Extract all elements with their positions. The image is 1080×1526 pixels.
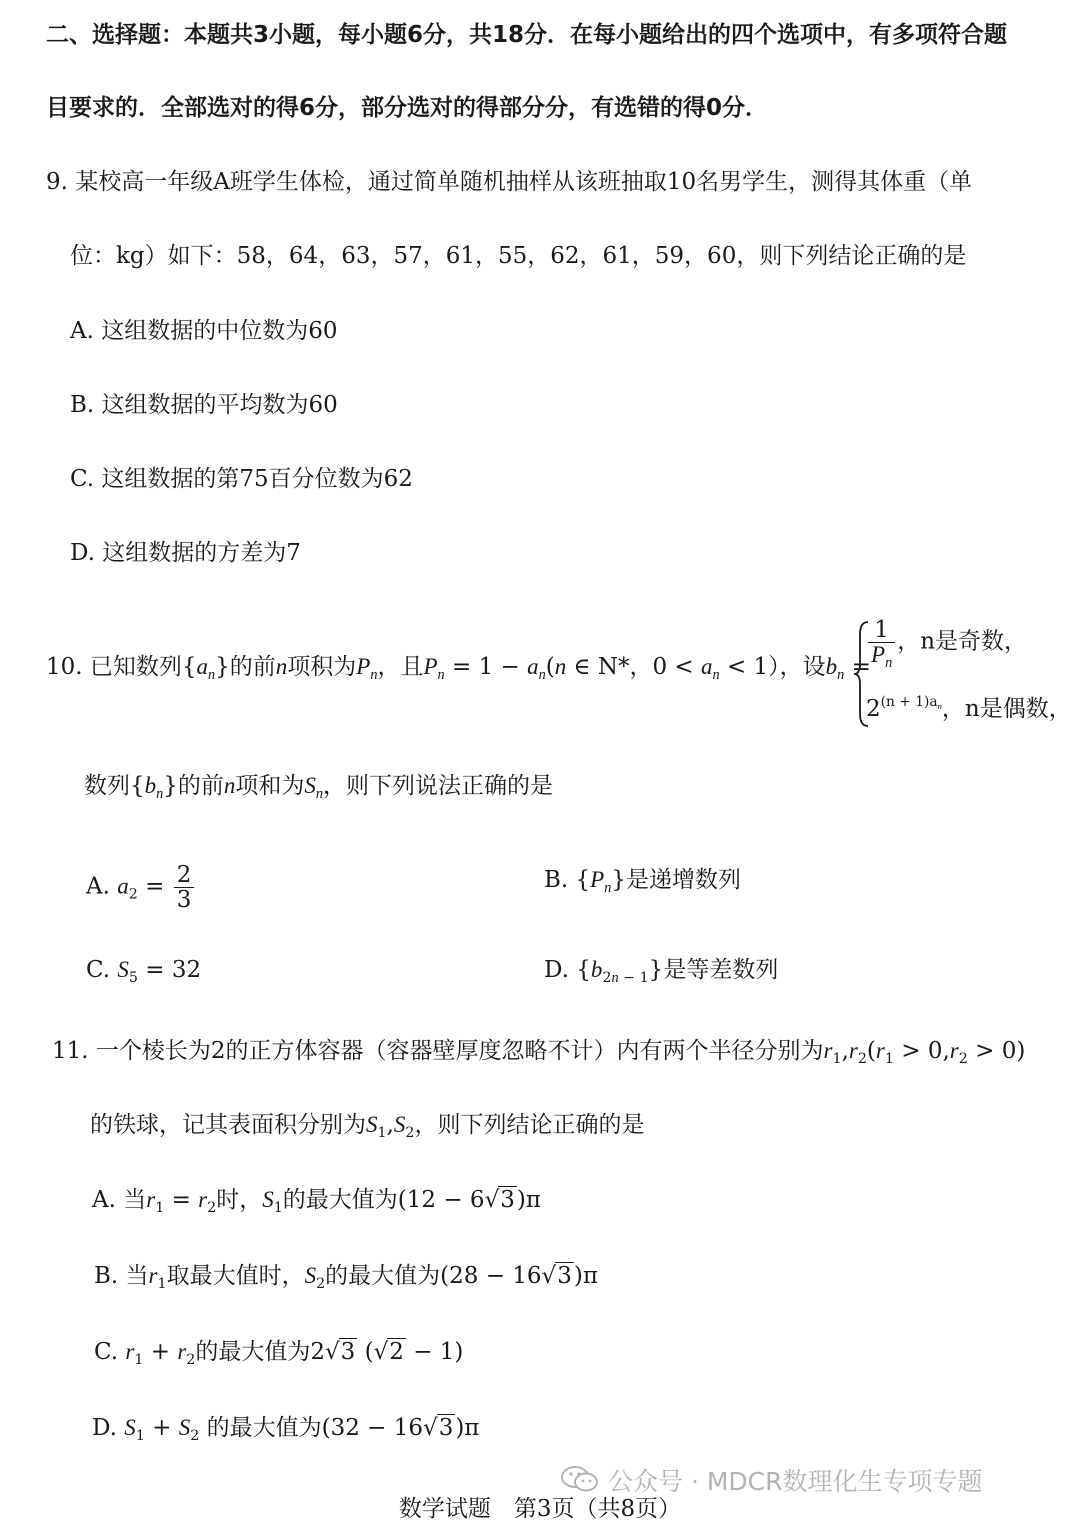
q10-option-b: B. $\{P_n\}$是递增数列 [544, 867, 741, 896]
page-footer: 数学试题 第3页（共8页） [398, 1496, 682, 1522]
sqrt-symbol: √2 [373, 1339, 404, 1365]
q9-stem-line1: 9. 某校高一年级A班学生体检，通过简单随机抽样从该班抽取10名男学生，测得其体重（单 [46, 169, 973, 195]
q11-option-d: D. $S_1 + S_2$ 的最大值为(32 − 16√3)π [92, 1415, 480, 1444]
sqrt-symbol: √3 [541, 1263, 572, 1289]
q11-stem-line2: 的铁球，记其表面积分别为$S_1,S_2$，则下列结论正确的是 [90, 1112, 645, 1141]
sqrt-symbol: √3 [325, 1339, 356, 1365]
q9-stem-line2: 位：kg）如下：58，64，63，57，61，55，62，61，59，60，则下列结论正确的是 [70, 243, 967, 269]
sqrt-symbol: √3 [423, 1415, 454, 1441]
q9-option-d: D. 这组数据的方差为7 [70, 540, 301, 566]
q11-stem-line1: 11. 一个棱长为2的正方体容器（容器壁厚度忽略不计）内有两个半径分别为$r_1,r_2(r_1 > 0,r_2 > 0)$ [52, 1038, 1026, 1067]
q11-option-a: A. 当$r_1 = r_2$时，$S_1$的最大值为(12 − 6√3)π [92, 1187, 541, 1216]
q10-case-even: $2^{(n + 1)a_n}$，n是偶数， [866, 694, 1072, 722]
q10-case-odd: $\frac{1}{P_n}$ ，n是奇数， [866, 618, 1027, 667]
q10-stem-line2: 数列$\{b_n\}$的前n项和为$S_n$，则下列说法正确的是 [84, 773, 554, 802]
q9-option-a: A. 这组数据的中位数为60 [70, 318, 338, 344]
q10-stem-line1: 10. 已知数列$\{a_n\}$的前n项积为$P_n$，且$P_n = 1 - a_n(n$ ∈ N*，$0 < a_n < 1$），设$b_n$ = [46, 654, 871, 683]
q10-option-d: D. $\{b_{2n - 1}\}$是等差数列 [544, 957, 779, 986]
section-heading-line1: 二、选择题：本题共3小题，每小题6分，共18分．在每小题给出的四个选项中，有多项符合题 [46, 22, 1008, 48]
q11-option-b: B. 当$r_1$取最大值时，$S_2$的最大值为(28 − 16√3)π [94, 1263, 598, 1292]
section-heading-line2: 目要求的．全部选对的得6分，部分选对的得部分分，有选错的得0分． [46, 95, 769, 121]
sqrt-symbol: √3 [484, 1187, 515, 1213]
q9-option-c: C. 这组数据的第75百分位数为62 [70, 466, 413, 492]
q9-option-b: B. 这组数据的平均数为60 [70, 392, 338, 418]
case1-fraction: $\frac{1}{P_n}$ [868, 618, 895, 667]
q10-option-a: A. $a_2$ = $\frac{2}{3}$ [86, 863, 196, 912]
watermark: 公众号 · MDCR数理化生专项专题 [560, 1462, 1060, 1498]
option-a-fraction: $\frac{2}{3}$ [174, 863, 195, 912]
q10-option-c: C. $S_5 = 32$ [86, 957, 202, 986]
q11-option-c: C. $r_1 + r_2$的最大值为2√3 (√2 − 1) [94, 1339, 464, 1368]
